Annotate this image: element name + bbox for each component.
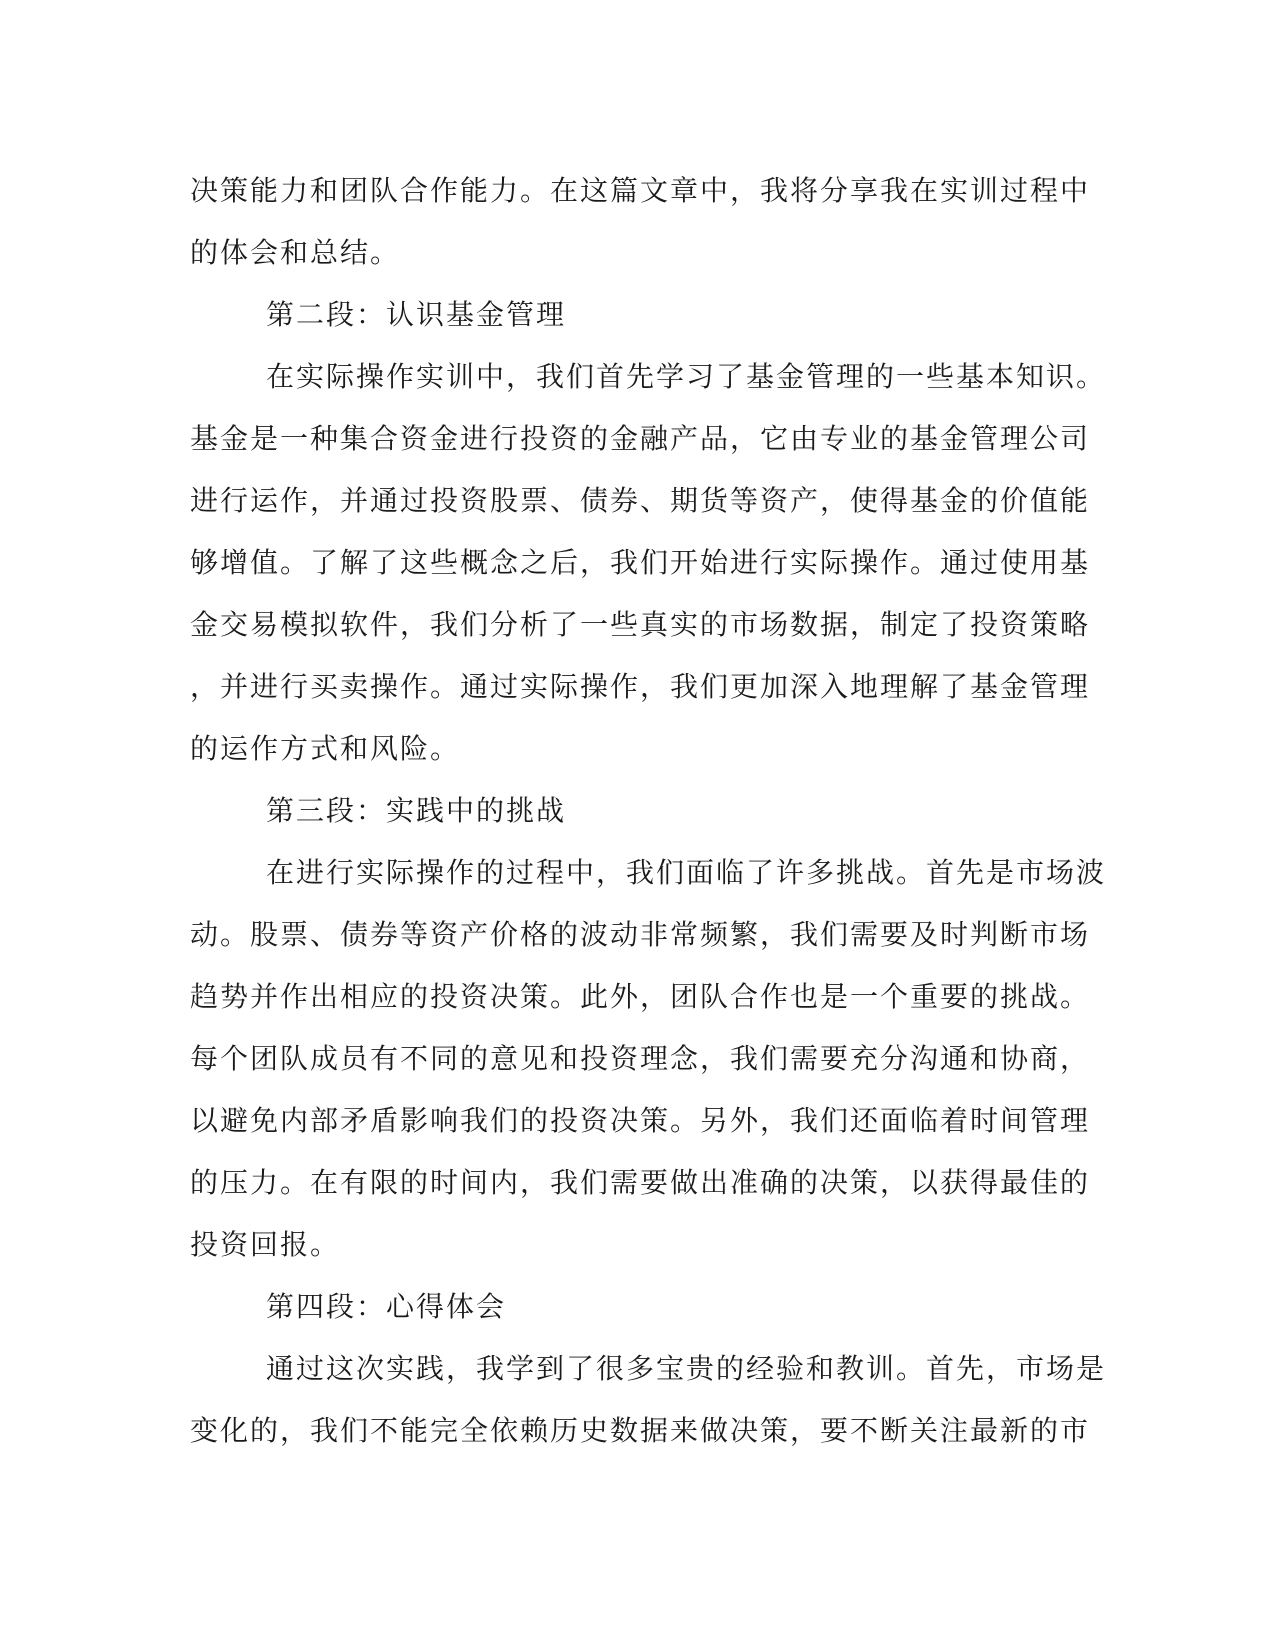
text-line: 动。股票、债券等资产价格的波动非常频繁，我们需要及时判断市场 (190, 918, 1091, 951)
text-line: 的体会和总结。 (190, 236, 401, 269)
document-body (190, 160, 1107, 1462)
text-line: 以避免内部矛盾影响我们的投资决策。另外，我们还面临着时间管理 (190, 1104, 1091, 1137)
text-line: 进行运作，并通过投资股票、债券、期货等资产，使得基金的价值能 (190, 484, 1091, 517)
text-line: 金交易模拟软件，我们分析了一些真实的市场数据，制定了投资策略 (190, 608, 1091, 641)
text-line: 趋势并作出相应的投资决策。此外，团队合作也是一个重要的挑战。 (190, 980, 1091, 1013)
paragraph-start: 在进行实际操作的过程中，我们面临了许多挑战。首先是市场波 (266, 856, 1107, 889)
text-line: 基金是一种集合资金进行投资的金融产品，它由专业的基金管理公司 (190, 422, 1091, 455)
paragraph-start: 通过这次实践，我学到了很多宝贵的经验和教训。首先，市场是 (266, 1352, 1107, 1385)
text-line: ，并进行买卖操作。通过实际操作，我们更加深入地理解了基金管理 (190, 670, 1091, 703)
text-line: 够增值。了解了这些概念之后，我们开始进行实际操作。通过使用基 (190, 546, 1091, 579)
text-line: 的压力。在有限的时间内，我们需要做出准确的决策，以获得最佳的 (190, 1166, 1091, 1199)
section-heading: 第三段：实践中的挑战 (266, 794, 567, 827)
section-heading: 第二段：认识基金管理 (266, 298, 567, 331)
section-heading: 第四段：心得体会 (266, 1290, 507, 1323)
paragraph-start: 在实际操作实训中，我们首先学习了基金管理的一些基本知识。 (266, 360, 1107, 393)
text-line: 的运作方式和风险。 (190, 732, 461, 765)
text-line: 每个团队成员有不同的意见和投资理念，我们需要充分沟通和协商， (190, 1042, 1091, 1075)
text-line: 变化的，我们不能完全依赖历史数据来做决策，要不断关注最新的市 (190, 1414, 1091, 1447)
text-line: 决策能力和团队合作能力。在这篇文章中，我将分享我在实训过程中 (190, 174, 1091, 207)
text-line: 投资回报。 (190, 1228, 341, 1261)
